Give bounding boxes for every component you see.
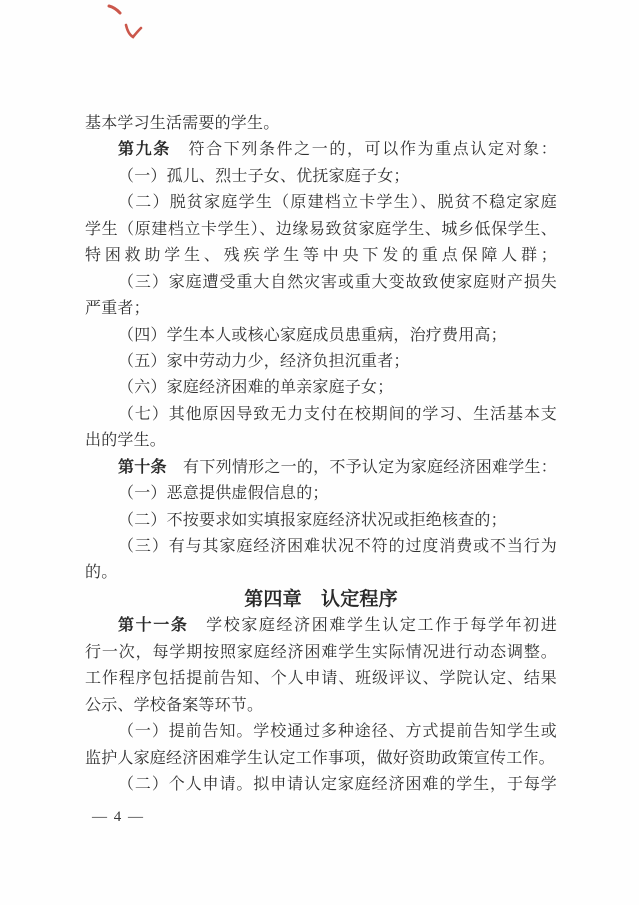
text-run: （五）家中劳动力少，经济负担沉重者； (118, 352, 410, 370)
text-line (85, 296, 557, 322)
text-line (85, 428, 557, 454)
text-line (85, 481, 557, 507)
text-run: 有下列情形之一的，不予认定为家庭经济困难学生： (166, 458, 557, 476)
text-run: （四）学生本人或核心家庭成员患重病，治疗费用高； (118, 326, 507, 344)
text-run: 特困救助学生、残疾学生等中央下发的重点保障人群； (85, 247, 557, 265)
text-run: 行一次，每学期按照家庭经济困难学生实际情况进行动态调整。 (85, 643, 557, 661)
document-body (85, 111, 557, 798)
text-line (85, 455, 557, 481)
text-line (85, 243, 557, 269)
chapter-heading (85, 587, 557, 613)
article-lead-text: 第十条 (118, 458, 167, 476)
text-line (85, 137, 557, 163)
text-line (85, 534, 557, 560)
text-line (85, 270, 557, 296)
text-run: （七）其他原因导致无力支付在校期间的学习、生活基本支 (118, 405, 557, 423)
text-line (85, 402, 557, 428)
text-line (85, 666, 557, 692)
text-run: 的。 (85, 564, 118, 582)
text-line (85, 640, 557, 666)
text-line (85, 375, 557, 401)
page-number: — 4 — (92, 809, 145, 825)
text-run: （三）有与其家庭经济困难状况不符的过度消费或不当行为 (118, 538, 557, 555)
text-run: （二）不按要求如实填报家庭经济状况或拒绝核查的； (118, 511, 507, 529)
text-line (85, 323, 557, 349)
text-line (85, 111, 557, 137)
text-run: 学校家庭经济困难学生认定工作于每学年初进 (188, 617, 557, 635)
text-line (85, 217, 557, 243)
text-run: 公示、学校备案等环节。 (85, 696, 264, 714)
article-lead-text: 第九条 (118, 141, 171, 159)
article-lead-text: 第十一条 (118, 617, 189, 635)
text-run: 学生（原建档立卡学生）、边缘易致贫家庭学生、城乡低保学生、 (85, 220, 557, 238)
text-run: 基本学习生活需要的学生。 (85, 115, 280, 132)
text-line (85, 613, 557, 639)
text-line (85, 560, 557, 586)
text-run: （三）家庭遭受重大自然灾害或重大变故致使家庭财产损失 (118, 273, 557, 291)
text-line (85, 746, 557, 772)
text-run: （二）脱贫家庭学生（原建档立卡学生）、脱贫不稳定家庭 (118, 194, 557, 212)
text-line (85, 349, 557, 375)
text-line (85, 508, 557, 534)
article-lead-text: 第四章 认定程序 (244, 588, 398, 610)
text-run: 严重者； (85, 300, 150, 318)
text-line (85, 693, 557, 719)
text-run: （一）恶意提供虚假信息的； (118, 485, 329, 503)
text-run: （一）孤儿、烈士子女、优抚家庭子女； (118, 167, 410, 185)
text-run: 符合下列条件之一的，可以作为重点认定对象： (170, 141, 557, 159)
text-line (85, 190, 557, 216)
text-run: 工作程序包括提前告知、个人申请、班级评议、学院认定、结果 (85, 670, 557, 688)
red-pen-marks-icon (103, 1, 147, 43)
text-run: 出的学生。 (85, 432, 167, 450)
text-run: （二）个人申请。拟申请认定家庭经济困难的学生，于每学 (118, 775, 557, 793)
text-line (85, 719, 557, 745)
text-run: （一）提前告知。学校通过多种途径、方式提前告知学生或 (118, 723, 557, 741)
text-line (85, 164, 557, 190)
text-line (85, 772, 557, 798)
text-run: 监护人家庭经济困难学生认定工作事项，做好资助政策宣传工作。 (85, 749, 555, 767)
text-run: （六）家庭经济困难的单亲家庭子女； (118, 379, 394, 397)
